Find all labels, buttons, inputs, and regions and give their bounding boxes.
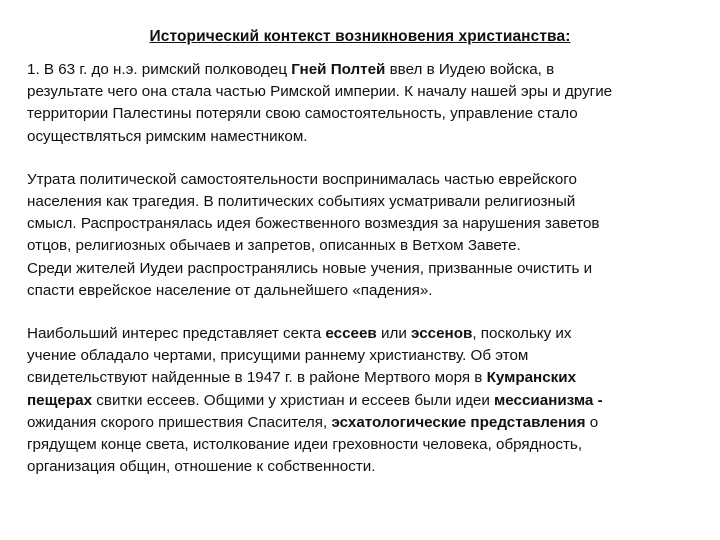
text-line	[27, 191, 697, 213]
text-segment: смысл. Распространялась идея божественного возмездия за нарушения заветов	[27, 215, 600, 233]
text-segment: грядущем конце света, истолкование идеи греховности человека, обрядность,	[27, 436, 583, 454]
bold-term: эссенов	[411, 325, 473, 343]
text-segment: о	[585, 413, 599, 431]
text-line	[27, 323, 697, 345]
text-segment: Наибольший интерес представляет секта	[27, 325, 326, 343]
text-line	[27, 434, 697, 456]
text-line	[27, 213, 697, 235]
text-segment: территории Палестины потеряли свою самостоятельность, управление стало	[27, 105, 578, 123]
paragraph	[27, 323, 697, 478]
text-line	[27, 103, 697, 125]
text-segment: организация общин, отношение к собственности.	[27, 458, 376, 476]
text-line	[27, 412, 697, 434]
bold-term: Кумранских	[486, 369, 577, 387]
text-line	[27, 367, 697, 389]
paragraph	[27, 59, 697, 148]
text-segment: учение обладало чертами, присущими раннему христианству. Об этом	[27, 347, 529, 365]
text-line	[27, 456, 697, 478]
text-line	[27, 235, 697, 257]
text-line	[27, 59, 697, 81]
text-segment: результате чего она стала частью Римской империи. К началу нашей эры и другие	[27, 83, 613, 101]
text-segment: свитки ессеев. Общими у христиан и ессеев были идеи	[92, 391, 495, 409]
slide-title: Исторический контекст возникновения христианства:	[149, 28, 571, 45]
text-segment: ввел в Иудею войска, в	[385, 61, 555, 78]
text-line	[27, 126, 697, 148]
text-segment: 1. В 63 г. до н.э. римский полководец	[27, 61, 292, 78]
text-segment: ожидания скорого пришествия Спасителя,	[27, 413, 332, 431]
text-segment: , поскольку их	[472, 325, 572, 343]
text-segment: населения как трагедия. В политических событиях усматривали религиозный	[27, 193, 576, 211]
text-segment: отцов, религиозных обычаев и запретов, описанных в Ветхом Завете.	[27, 237, 521, 255]
text-line	[27, 280, 697, 302]
text-line	[27, 258, 697, 280]
text-segment: Среди жителей Иудеи распространялись новые учения, призванные очистить и	[27, 259, 593, 277]
text-line	[27, 390, 697, 412]
text-segment: свидетельствуют найденные в 1947 г. в районе Мертвого моря в	[27, 369, 487, 387]
text-line	[27, 345, 697, 367]
body-text	[27, 59, 697, 478]
bold-term: мессианизма -	[494, 391, 603, 409]
text-segment: Утрата политической самостоятельности воспринималась частью еврейского	[27, 170, 577, 188]
bold-term: ессеев	[325, 325, 377, 343]
text-segment: осуществляться римским наместником.	[27, 127, 308, 145]
paragraph	[27, 169, 697, 302]
bold-term: эсхатологические представления	[331, 413, 586, 431]
bold-term: пещерах	[27, 391, 93, 409]
text-line	[27, 81, 697, 103]
text-line	[27, 169, 697, 191]
text-segment: спасти еврейское население от дальнейшего «падения».	[27, 281, 433, 299]
text-segment: или	[376, 325, 412, 343]
bold-term: Гней Полтей	[291, 61, 386, 78]
